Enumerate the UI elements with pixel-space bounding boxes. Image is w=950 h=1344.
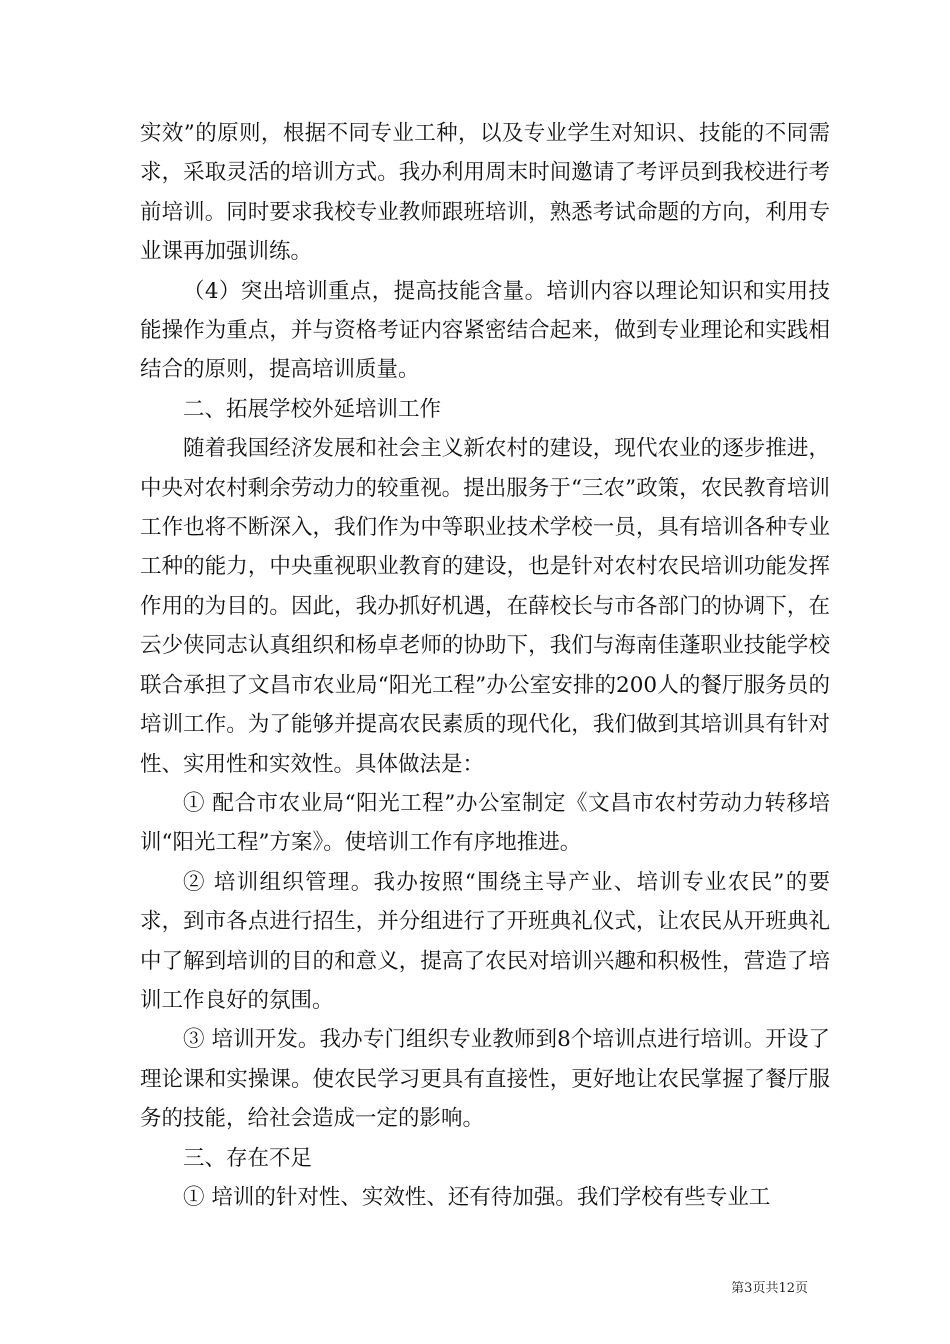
list-item-1: ① 配合市农业局“阳光工程”办公室制定《文昌市农村劳动力转移培训“阳光工程”方案》。使培训工作有序地推进。 (140, 790, 830, 856)
document-body (140, 114, 830, 1217)
section-heading-3: 三、存在不足 (183, 1145, 313, 1171)
paragraph-section-2-body: 随着我国经济发展和社会主义新农村的建设，现代农业的逐步推进，中央对农村剩余劳动力的较重视。提出服务于“三农”政策，农民教育培训工作也将不断深入，我们作为中等职业技术学校一员，具有培训各种专业工种的能力，中央重视职业教育的建设，也是针对农村农民培训功能发挥作用的为目的。因此，我办抓好机遇，在薛校长与市各部门的协调下，在云少侠同志认真组织和杨卓老师的协助下，我们与海南佳蓬职业技能学校联合承担了文昌市农业局“阳光工程”办公室安排的200人的餐厅服务员的培训工作。为了能够并提高农民素质的现代化，我们做到其培训具有针对性、实用性和实效性。具体做法是： (140, 436, 830, 777)
page-number: 第3页共12页 (731, 1281, 808, 1296)
list-item-3: ③ 培训开发。我办专门组织专业教师到8个培训点进行培训。开设了理论课和实操课。使农民学习更具有直接性，更好地让农民掌握了餐厅服务的技能，给社会造成一定的影响。 (140, 1027, 830, 1132)
paragraph-continuation: 实效”的原则，根据不同专业工种，以及专业学生对知识、技能的不同需求，采取灵活的培训方式。我办利用周末时间邀请了考评员到我校进行考前培训。同时要求我校专业教师跟班培训，熟悉考试命题的方向，利用专业课再加强训练。 (140, 121, 830, 265)
section-heading-2: 二、拓展学校外延培训工作 (183, 396, 442, 422)
list-item-shortcoming-1: ① 培训的针对性、实效性、还有待加强。我们学校有些专业工 (183, 1184, 771, 1210)
list-item-2: ② 培训组织管理。我办按照“围绕主导产业、培训专业农民”的要求，到市各点进行招生，并分组进行了开班典礼仪式，让农民从开班典礼中了解到培训的目的和意义，提高了农民对培训兴趣和积极性，营造了培训工作良好的氛围。 (140, 869, 830, 1013)
paragraph-item-4: （4）突出培训重点，提高技能含量。培训内容以理论知识和实用技能操作为重点，并与资格考证内容紧密结合起来，做到专业理论和实践相结合的原则，提高培训质量。 (140, 278, 830, 383)
